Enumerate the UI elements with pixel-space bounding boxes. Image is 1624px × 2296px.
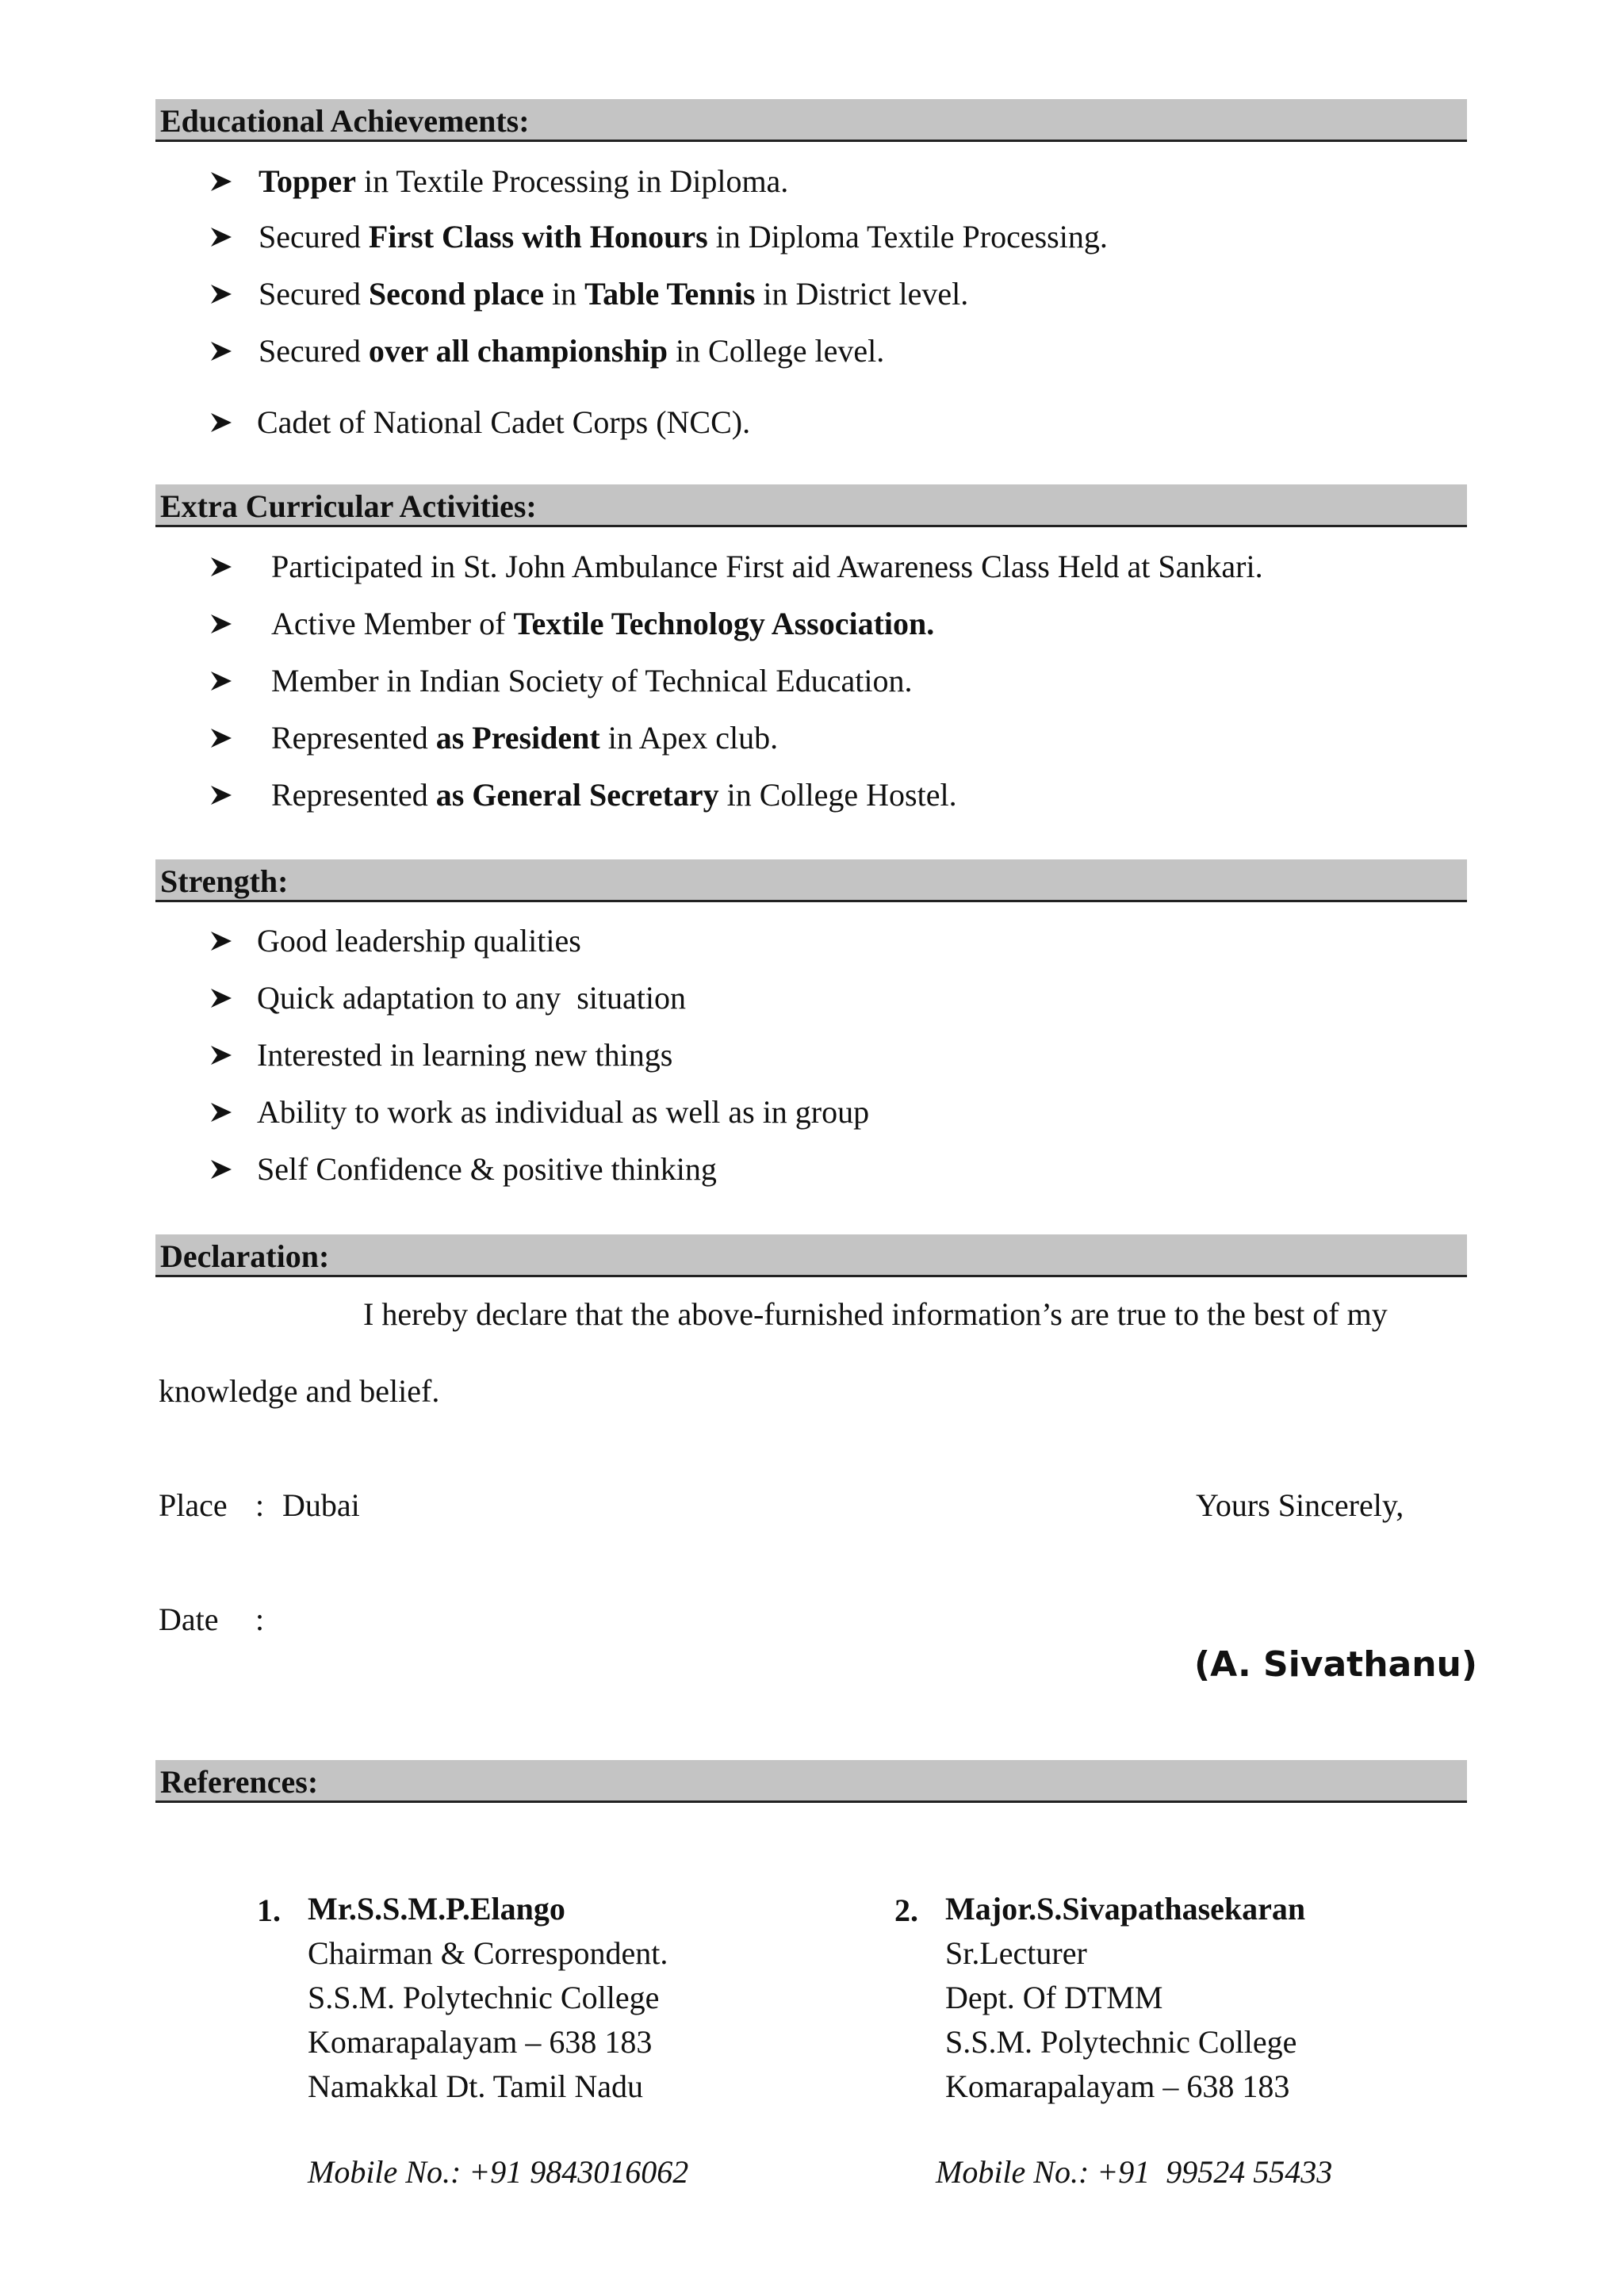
reference-number: 2. [894,1892,918,1928]
section-header-strength [155,859,1467,902]
section-header-extra-curricular [155,484,1467,527]
arrow-bullet-icon [209,605,233,643]
list-item: Secured Second place in Table Tennis in District level. [259,276,969,312]
declaration-text-line-1: I hereby declare that the above-furnished information’s are true to the best of my [363,1296,1388,1332]
arrow-bullet-icon [209,719,233,757]
arrow-bullet-icon [209,922,233,960]
list-item: Good leadership qualities [257,923,581,959]
arrow-bullet-icon [209,776,233,814]
list-item: Participated in St. John Ambulance First aid Awareness Class Held at Sankari. [271,549,1263,584]
reference-detail: Namakkal Dt. Tamil Nadu [308,2068,644,2104]
reference-detail: Komarapalayam – 638 183 [308,2024,653,2060]
date-separator: : [255,1601,265,1637]
reference-detail: S.S.M. Polytechnic College [308,1980,660,2015]
date-label: Date [159,1601,219,1637]
place-label: Place [159,1487,228,1523]
list-item: Quick adaptation to any situation [257,980,686,1016]
arrow-bullet-icon [209,1036,233,1074]
section-title: Educational Achievements: [160,103,530,139]
declaration-text-line-2: knowledge and belief. [159,1373,440,1409]
arrow-bullet-icon [209,662,233,700]
section-header-educational [155,99,1467,142]
list-item: Secured over all championship in College level. [259,333,885,369]
arrow-bullet-icon [209,548,233,586]
list-item: Represented as President in Apex club. [271,720,779,756]
section-header-references [155,1760,1467,1803]
place-value: Dubai [282,1487,360,1523]
list-item: Represented as General Secretary in College Hostel. [271,777,957,813]
arrow-bullet-icon [209,1150,233,1188]
signature-name: (A. Sivathanu) [1194,1644,1477,1685]
arrow-bullet-icon [209,163,233,201]
reference-mobile: Mobile No.: +91 99524 55433 [936,2154,1333,2190]
list-item: Active Member of Textile Technology Association. [271,606,935,641]
list-item: Ability to work as individual as well as in group [257,1094,870,1130]
arrow-bullet-icon [209,1093,233,1131]
section-header-declaration [155,1234,1467,1277]
list-item: Interested in learning new things [257,1037,673,1073]
section-title: Extra Curricular Activities: [160,488,537,524]
section-title: Strength: [160,863,289,899]
arrow-bullet-icon [209,332,233,370]
list-item: Cadet of National Cadet Corps (NCC). [257,404,751,440]
reference-detail: Dept. Of DTMM [945,1980,1163,2015]
arrow-bullet-icon [209,404,233,442]
reference-mobile: Mobile No.: +91 9843016062 [308,2154,689,2190]
arrow-bullet-icon [209,275,233,313]
reference-detail: Sr.Lecturer [945,1935,1087,1971]
reference-name: Major.S.Sivapathasekaran [945,1891,1306,1927]
reference-detail: S.S.M. Polytechnic College [945,2024,1297,2060]
arrow-bullet-icon [209,979,233,1017]
list-item: Topper in Textile Processing in Diploma. [259,163,789,199]
arrow-bullet-icon [209,218,233,256]
list-item: Self Confidence & positive thinking [257,1151,717,1187]
place-separator: : [255,1487,265,1523]
reference-name: Mr.S.S.M.P.Elango [308,1891,565,1927]
reference-detail: Chairman & Correspondent. [308,1935,668,1971]
reference-number: 1. [257,1892,281,1928]
list-item: Member in Indian Society of Technical Education. [271,663,913,698]
closing-text: Yours Sincerely, [1196,1487,1404,1523]
reference-detail: Komarapalayam – 638 183 [945,2068,1290,2104]
list-item: Secured First Class with Honours in Diploma Textile Processing. [259,219,1108,254]
section-title: References: [160,1764,319,1800]
section-title: Declaration: [160,1238,330,1274]
